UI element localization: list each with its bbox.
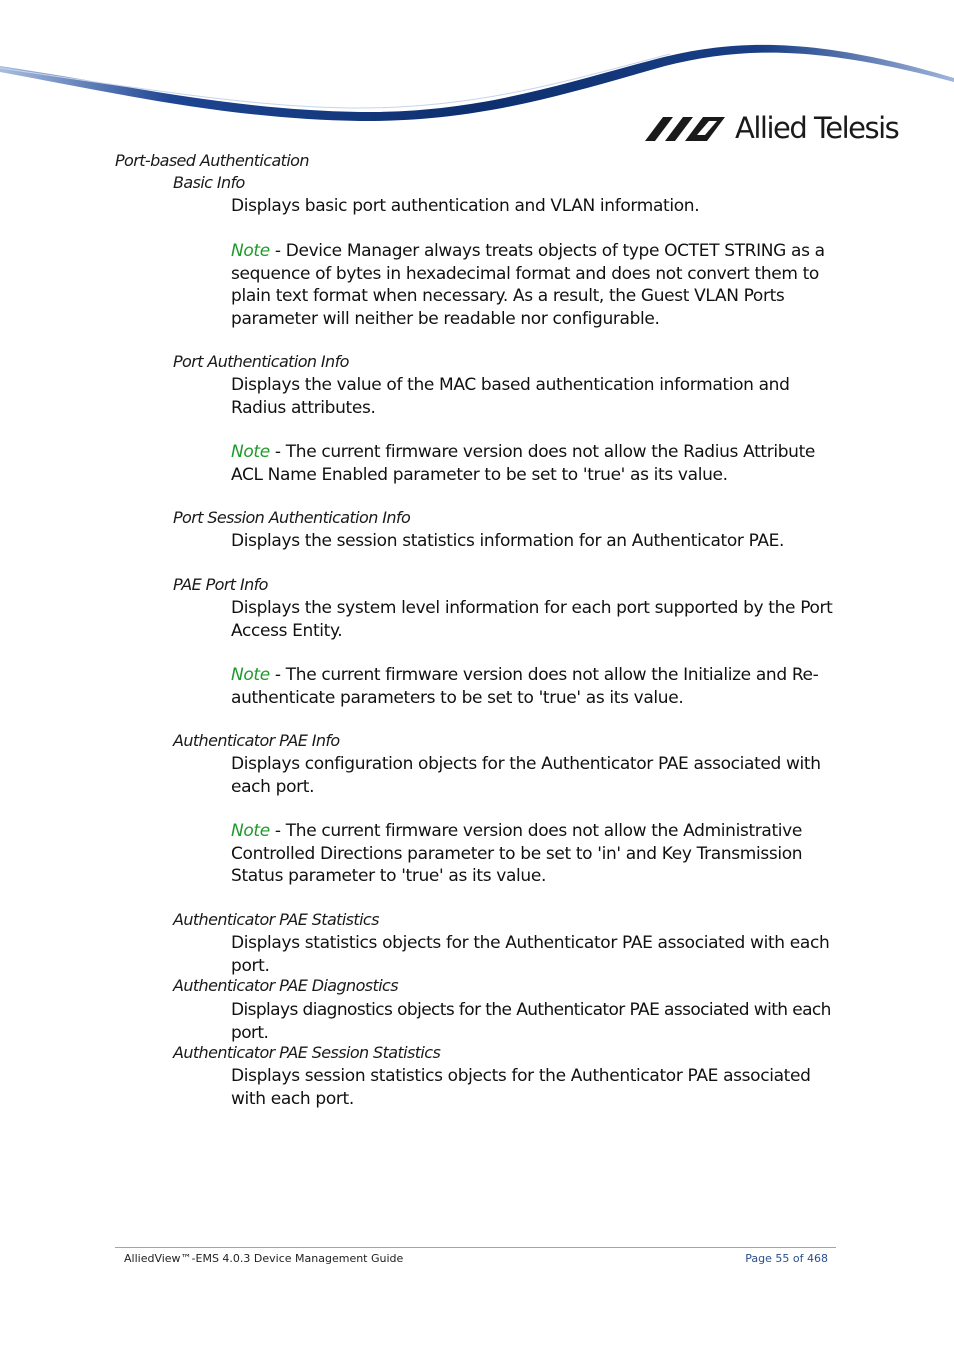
entry-note-port-authentication-info bbox=[231, 441, 841, 486]
entry-title-port-session-authentication-info: Port Session Authentication Info bbox=[173, 508, 411, 527]
footer-page-number: Page 55 of 468 bbox=[745, 1252, 828, 1265]
entry-title-port-authentication-info: Port Authentication Info bbox=[173, 352, 349, 371]
entry-description-authenticator-pae-info: Displays configuration objects for the Authenticator PAE associated with each port. bbox=[231, 754, 821, 797]
entry-description-port-authentication-info: Displays the value of the MAC based authentication information and Radius attributes. bbox=[231, 375, 790, 418]
entry-title-authenticator-pae-statistics: Authenticator PAE Statistics bbox=[173, 910, 379, 929]
footer-document-title: AlliedView™-EMS 4.0.3 Device Management Guide bbox=[124, 1252, 404, 1265]
note-label: Note bbox=[231, 821, 270, 841]
note-label: Note bbox=[231, 442, 270, 462]
brand-name: Allied Telesis bbox=[735, 110, 899, 145]
note-text: - The current firmware version does not allow the Radius Attribute ACL Name Enabled parameter to be set to 'true' as its value. bbox=[231, 442, 816, 485]
entry-description-authenticator-pae-statistics: Displays statistics objects for the Authenticator PAE associated with each port. bbox=[231, 933, 830, 976]
note-text: - Device Manager always treats objects of type OCTET STRING as a sequence of bytes in hexadecimal format and does not convert them to plain text format when necessary. As a result, the Guest VLAN Ports parameter will neither be readable nor configurable. bbox=[231, 241, 825, 329]
footer-divider bbox=[115, 1247, 836, 1248]
entry-title-authenticator-pae-session-statistics: Authenticator PAE Session Statistics bbox=[173, 1043, 441, 1062]
entry-description-authenticator-pae-session-statistics: Displays session statistics objects for the Authenticator PAE associated with each port. bbox=[231, 1066, 811, 1109]
entry-description-pae-port-info: Displays the system level information for each port supported by the Port Access Entity. bbox=[231, 598, 833, 641]
entry-note-pae-port-info bbox=[231, 664, 841, 709]
entry-note-authenticator-pae-info bbox=[231, 820, 841, 888]
entry-description-authenticator-pae-diagnostics: Displays diagnostics objects for the Authenticator PAE associated with each port. bbox=[231, 1000, 831, 1043]
entry-description-port-session-authentication-info: Displays the session statistics information for an Authenticator PAE. bbox=[231, 531, 785, 551]
entry-description-basic-info: Displays basic port authentication and VLAN information. bbox=[231, 196, 700, 216]
entry-title-authenticator-pae-diagnostics: Authenticator PAE Diagnostics bbox=[173, 976, 398, 995]
entry-title-basic-info: Basic Info bbox=[173, 173, 245, 192]
note-text: - The current firmware version does not allow the Initialize and Re-authenticate parameters to be set to 'true' as its value. bbox=[231, 665, 819, 708]
note-label: Note bbox=[231, 665, 270, 685]
note-text: - The current firmware version does not allow the Administrative Controlled Directions parameter to be set to 'in' and Key Transmission Status parameter to 'true' as its value. bbox=[231, 821, 803, 886]
entry-title-pae-port-info: PAE Port Info bbox=[173, 575, 268, 594]
allied-telesis-logo bbox=[645, 108, 898, 148]
entry-title-authenticator-pae-info: Authenticator PAE Info bbox=[173, 731, 340, 750]
allied-telesis-mark-icon bbox=[645, 115, 727, 141]
entry-note-basic-info bbox=[231, 240, 841, 330]
note-label: Note bbox=[231, 241, 270, 261]
section-title: Port-based Authentication bbox=[115, 151, 309, 170]
